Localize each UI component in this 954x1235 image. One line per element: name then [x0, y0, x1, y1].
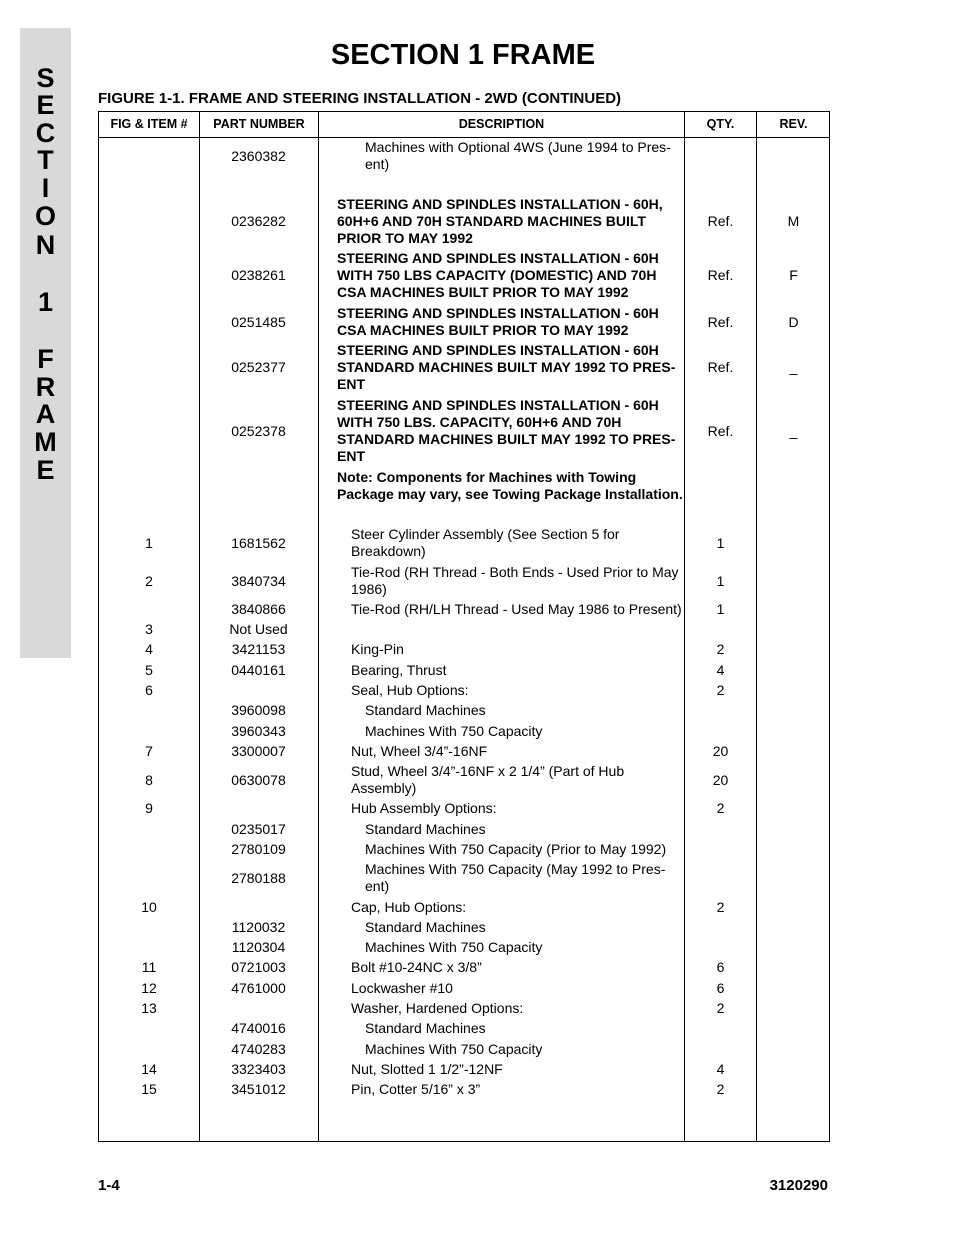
side-tab-letter: T: [37, 145, 54, 175]
fig-item-cell: [99, 939, 199, 956]
description-cell: Nut, Slotted 1 1/2”-12NF: [351, 1061, 503, 1077]
qty-cell: Ref.: [707, 213, 734, 229]
description-cell: Machines With 750 Capacity (Prior to May 1992): [365, 841, 667, 857]
description-cell: Standard Machines: [365, 702, 486, 718]
rev-cell: [757, 1081, 830, 1098]
part-number-cell: 0630078: [231, 772, 286, 788]
rev-cell: [757, 899, 830, 916]
part-number-cell: 3840734: [231, 573, 286, 589]
description-cell: Cap, Hub Options:: [351, 899, 467, 915]
rev-cell: [757, 743, 830, 760]
description-cell: Tie-Rod (RH Thread - Both Ends - Used Prior to May 1986): [351, 564, 679, 597]
rev-cell: [757, 861, 830, 895]
part-number-cell: 0252377: [231, 359, 286, 375]
description-cell: Machines with Optional 4WS (June 1994 to Pres- ent): [365, 139, 671, 172]
fig-item-cell: [99, 861, 199, 895]
qty-cell: 20: [712, 772, 729, 788]
part-number-cell: 1120032: [231, 919, 286, 935]
rev-cell: [757, 662, 830, 679]
rev-cell: D: [788, 314, 799, 330]
document-number: 3120290: [769, 1177, 828, 1194]
fig-item-cell: [99, 919, 199, 936]
fig-item-cell: [99, 342, 199, 393]
part-number-cell: 3960343: [231, 723, 286, 739]
fig-item-cell: [99, 469, 199, 503]
fig-item-cell: 5: [145, 662, 153, 678]
fig-item-cell: 7: [145, 743, 153, 759]
fig-item-cell: [99, 250, 199, 301]
side-tab-letter: E: [36, 90, 55, 120]
part-number-cell: Not Used: [229, 621, 288, 637]
rev-cell: F: [789, 267, 798, 283]
parts-table: [98, 111, 830, 1142]
description-cell: Machines With 750 Capacity: [365, 723, 543, 739]
header-fig-item: FIG & ITEM #: [110, 117, 188, 131]
qty-cell: 2: [716, 1000, 725, 1016]
qty-cell: 20: [712, 743, 729, 759]
rev-cell: [757, 1041, 830, 1058]
fig-item-cell: 15: [141, 1081, 157, 1097]
fig-item-cell: [99, 397, 199, 465]
fig-item-cell: 9: [145, 800, 153, 816]
description-cell: Machines With 750 Capacity: [365, 1041, 543, 1057]
part-number-cell: 0721003: [231, 959, 286, 975]
qty-cell: [685, 919, 756, 936]
rev-cell: [757, 980, 830, 997]
qty-cell: 1: [716, 535, 725, 551]
qty-cell: [685, 939, 756, 956]
fig-item-cell: [99, 702, 199, 719]
part-number-cell: [200, 800, 317, 817]
fig-item-cell: [99, 139, 199, 173]
part-number-cell: [200, 682, 317, 699]
description-cell: Machines With 750 Capacity (May 1992 to Pres- ent): [365, 861, 666, 894]
description-cell: Standard Machines: [365, 821, 486, 837]
rev-cell: [757, 821, 830, 838]
description-cell: Nut, Wheel 3/4”-16NF: [351, 743, 488, 759]
part-number-cell: 4740283: [231, 1041, 286, 1057]
part-number-cell: 4761000: [231, 980, 286, 996]
fig-item-cell: [99, 1041, 199, 1058]
qty-cell: 4: [716, 1061, 725, 1077]
rev-cell: [757, 800, 830, 817]
qty-cell: 6: [716, 959, 725, 975]
qty-cell: 1: [716, 573, 725, 589]
rev-cell: [757, 919, 830, 936]
fig-item-cell: [99, 196, 199, 247]
header-qty: QTY.: [706, 117, 735, 131]
qty-cell: 2: [716, 800, 725, 816]
part-number-cell: [200, 469, 317, 503]
fig-item-cell: [99, 841, 199, 858]
part-number-cell: 3300007: [231, 743, 286, 759]
side-tab-letter: M: [34, 427, 57, 457]
side-tab-letter: A: [35, 399, 56, 429]
description-cell: King-Pin: [351, 641, 404, 657]
qty-cell: [685, 621, 756, 638]
part-number-cell: 0236282: [231, 213, 286, 229]
side-tab-letter: E: [36, 455, 55, 485]
qty-cell: 2: [716, 899, 725, 915]
header-rev: REV.: [779, 117, 808, 131]
fig-item-cell: 14: [141, 1061, 157, 1077]
description-cell: Washer, Hardened Options:: [351, 1000, 524, 1016]
description-cell: Lockwasher #10: [351, 980, 453, 996]
rev-cell: [757, 959, 830, 976]
part-number-cell: 2360382: [231, 148, 286, 164]
fig-item-cell: [99, 305, 199, 339]
description-cell: Bearing, Thrust: [351, 662, 447, 678]
side-tab-letter: 1: [37, 287, 54, 317]
fig-item-cell: [99, 601, 199, 618]
rev-cell: M: [787, 213, 800, 229]
description-cell: STEERING AND SPINDLES INSTALLATION - 60H, 60H+6 AND 70H STANDARD MACHINES BUILT PRIOR TO MAY 1992: [337, 196, 663, 246]
qty-cell: Ref.: [707, 267, 734, 283]
description-cell: Tie-Rod (RH/LH Thread - Used May 1986 to Present): [351, 601, 682, 617]
fig-item-cell: 2: [145, 573, 153, 589]
rev-cell: [757, 723, 830, 740]
qty-cell: [685, 469, 756, 503]
description-cell: Standard Machines: [365, 919, 486, 935]
description-cell: Machines With 750 Capacity: [365, 939, 543, 955]
fig-item-cell: 10: [141, 899, 157, 915]
rev-cell: [757, 601, 830, 618]
qty-cell: 1: [716, 601, 725, 617]
description-cell: Hub Assembly Options:: [351, 800, 497, 816]
fig-item-cell: 12: [141, 980, 157, 996]
fig-item-cell: 4: [145, 641, 153, 657]
rev-cell: [757, 1020, 830, 1037]
rev-cell: [757, 1061, 830, 1078]
part-number-cell: 3451012: [231, 1081, 286, 1097]
description-cell: Note: Components for Machines with Towing Package may vary, see Towing Package Installation.: [337, 469, 683, 502]
page-title: SECTION 1 FRAME: [330, 39, 596, 71]
qty-cell: 6: [716, 980, 725, 996]
rev-cell: _: [789, 359, 798, 375]
description-cell: Bolt #10-24NC x 3/8”: [351, 959, 482, 975]
description-cell: STEERING AND SPINDLES INSTALLATION - 60H CSA MACHINES BUILT PRIOR TO MAY 1992: [337, 305, 659, 338]
description-cell: Stud, Wheel 3/4”-16NF x 2 1/4” (Part of Hub Assembly): [351, 763, 625, 796]
description-cell: STEERING AND SPINDLES INSTALLATION - 60H WITH 750 LBS. CAPACITY, 60H+6 AND 70H STANDARD MACHINES BUILT MAY 1992 TO PRES- ENT: [337, 397, 676, 464]
part-number-cell: 0440161: [231, 662, 286, 678]
qty-cell: Ref.: [707, 314, 734, 330]
rev-cell: [757, 564, 830, 598]
qty-cell: 4: [716, 662, 725, 678]
header-divider: [99, 137, 829, 138]
qty-cell: [685, 1020, 756, 1037]
fig-item-cell: [99, 723, 199, 740]
part-number-cell: 2780188: [231, 870, 286, 886]
qty-cell: 2: [716, 682, 725, 698]
fig-item-cell: [99, 821, 199, 838]
part-number-cell: 0238261: [231, 267, 286, 283]
qty-cell: Ref.: [707, 359, 734, 375]
description-cell: Steer Cylinder Assembly (See Section 5 for Breakdown): [351, 526, 620, 559]
part-number-cell: 1120304: [231, 939, 286, 955]
description-cell: STEERING AND SPINDLES INSTALLATION - 60H WITH 750 LBS CAPACITY (DOMESTIC) AND 70H CSA MACHINES BUILT PRIOR TO MAY 1992: [337, 250, 659, 300]
part-number-cell: 0251485: [231, 314, 286, 330]
rev-cell: _: [789, 423, 798, 439]
fig-item-cell: 11: [141, 959, 157, 975]
side-tab-letter: S: [36, 63, 55, 93]
rev-cell: [757, 469, 830, 503]
fig-item-cell: 1: [145, 535, 153, 551]
part-number-cell: 3840866: [231, 601, 286, 617]
side-tab-letter: R: [35, 372, 56, 402]
rev-cell: [757, 939, 830, 956]
rev-cell: [757, 526, 830, 560]
part-number-cell: [200, 1000, 317, 1017]
part-number-cell: 0235017: [231, 821, 286, 837]
qty-cell: [685, 139, 756, 173]
part-number-cell: 3960098: [231, 702, 286, 718]
side-tab-letter: N: [35, 230, 56, 260]
page-number: 1-4: [98, 1177, 120, 1194]
part-number-cell: [200, 899, 317, 916]
part-number-cell: 4740016: [231, 1020, 286, 1036]
fig-item-cell: 13: [141, 1000, 157, 1016]
part-number-cell: 1681562: [231, 535, 286, 551]
description-cell: Standard Machines: [365, 1020, 486, 1036]
fig-item-cell: 6: [145, 682, 153, 698]
fig-item-cell: 3: [145, 621, 153, 637]
qty-cell: Ref.: [707, 423, 734, 439]
rev-cell: [757, 139, 830, 173]
rev-cell: [757, 841, 830, 858]
part-number-cell: 0252378: [231, 423, 286, 439]
part-number-cell: 2780109: [231, 841, 286, 857]
header-part-number: PART NUMBER: [213, 117, 305, 131]
side-tab-letter: F: [37, 344, 54, 374]
qty-cell: [685, 702, 756, 719]
header-description: DESCRIPTION: [458, 117, 545, 131]
part-number-cell: 3323403: [231, 1061, 286, 1077]
qty-cell: [685, 841, 756, 858]
qty-cell: [685, 861, 756, 895]
part-number-cell: 3421153: [231, 641, 286, 657]
description-cell: Seal, Hub Options:: [351, 682, 469, 698]
rev-cell: [757, 1000, 830, 1017]
rev-cell: [757, 641, 830, 658]
description-cell: Pin, Cotter 5/16” x 3”: [351, 1081, 481, 1097]
qty-cell: 2: [716, 1081, 725, 1097]
section-side-tab: [20, 28, 71, 658]
qty-cell: 2: [716, 641, 725, 657]
rev-cell: [757, 702, 830, 719]
side-tab-letter: O: [34, 201, 56, 231]
fig-item-cell: 8: [145, 772, 153, 788]
rev-cell: [757, 763, 830, 797]
fig-item-cell: [99, 1020, 199, 1037]
qty-cell: [685, 723, 756, 740]
figure-caption: FIGURE 1-1. FRAME AND STEERING INSTALLATION - 2WD (CONTINUED): [98, 90, 622, 107]
column-divider: [318, 112, 319, 1141]
rev-cell: [757, 621, 830, 638]
side-tab-letter: C: [35, 118, 56, 148]
qty-cell: [685, 1041, 756, 1058]
side-tab-letter: I: [41, 173, 50, 203]
description-cell: STEERING AND SPINDLES INSTALLATION - 60H STANDARD MACHINES BUILT MAY 1992 TO PRES- ENT: [337, 342, 676, 392]
qty-cell: [685, 821, 756, 838]
rev-cell: [757, 682, 830, 699]
